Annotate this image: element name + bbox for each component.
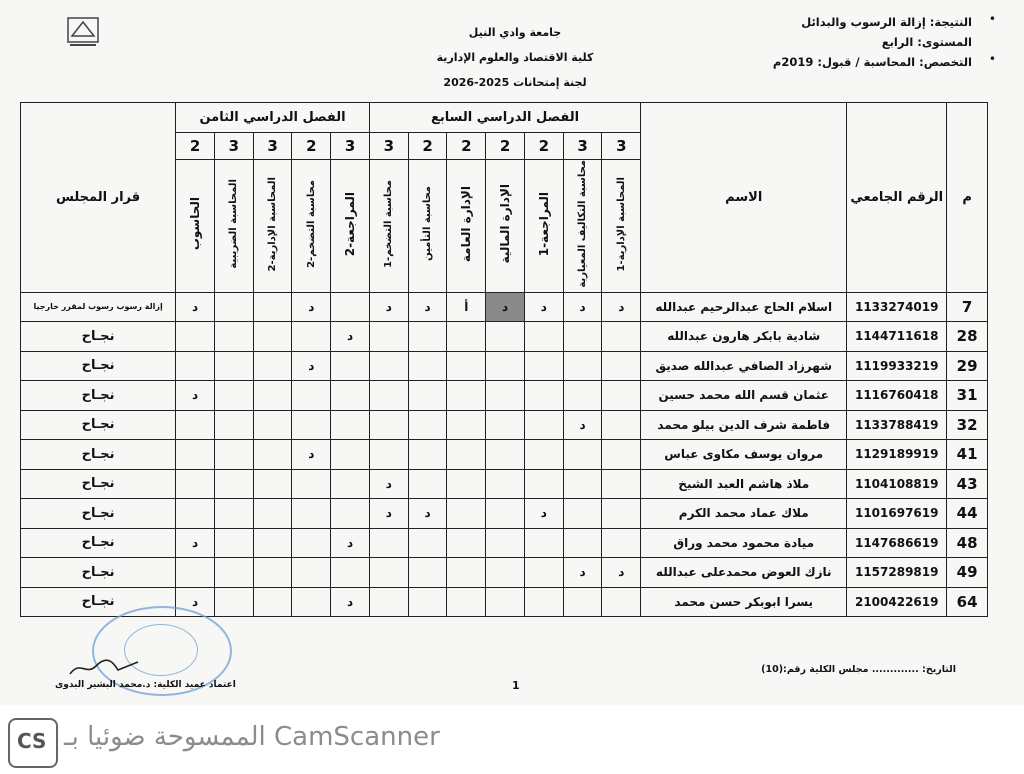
grade-cell	[563, 322, 602, 352]
grade-cell	[486, 558, 525, 588]
grade-cell	[602, 440, 641, 470]
student-id: 1116760418	[847, 381, 947, 411]
student-name: اسلام الحاج عبدالرحيم عبدالله	[641, 292, 847, 322]
grade-cell	[524, 528, 563, 558]
council-decision: نجـاح	[21, 322, 176, 352]
grade-cell	[563, 528, 602, 558]
grade-cell	[214, 322, 253, 352]
credit-hours: 3	[563, 133, 602, 160]
grade-cell: د	[408, 292, 447, 322]
grade-cell	[447, 351, 486, 381]
student-name: يسرا ابوبكر حسن محمد	[641, 587, 847, 617]
row-serial: 48	[947, 528, 988, 558]
grade-cell	[486, 469, 525, 499]
grade-cell	[253, 558, 292, 588]
student-id: 1147686619	[847, 528, 947, 558]
table-row	[21, 499, 988, 529]
credit-hours: 3	[369, 133, 408, 160]
course-label: محاسبة التأمين	[422, 186, 434, 262]
course-name	[486, 160, 525, 293]
student-id: 1104108819	[847, 469, 947, 499]
student-id: 1119933219	[847, 351, 947, 381]
grade-cell: د	[331, 528, 370, 558]
grade-cell	[292, 587, 331, 617]
result-info	[773, 12, 972, 72]
council-decision: نجـاح	[21, 410, 176, 440]
grade-cell	[602, 587, 641, 617]
grade-cell	[292, 499, 331, 529]
table-row	[21, 469, 988, 499]
grade-cell	[408, 381, 447, 411]
grade-cell: د	[524, 292, 563, 322]
council-decision: نجـاح	[21, 440, 176, 470]
col-id: الرقم الجامعي	[847, 103, 947, 293]
grade-cell	[176, 469, 215, 499]
grade-cell	[602, 528, 641, 558]
grade-cell	[408, 528, 447, 558]
grade-cell	[524, 587, 563, 617]
course-name	[176, 160, 215, 293]
course-name	[292, 160, 331, 293]
grade-cell	[486, 381, 525, 411]
grade-cell	[602, 499, 641, 529]
grade-cell	[369, 558, 408, 588]
grade-cell	[176, 440, 215, 470]
grade-cell	[331, 381, 370, 411]
grade-cell	[563, 440, 602, 470]
header-row-semesters	[21, 103, 988, 133]
grade-cell	[331, 410, 370, 440]
grade-cell	[214, 528, 253, 558]
grade-cell	[408, 322, 447, 352]
grade-cell	[447, 440, 486, 470]
grade-cell	[253, 587, 292, 617]
student-id: 1157289819	[847, 558, 947, 588]
grade-cell	[214, 499, 253, 529]
grade-cell: د	[602, 292, 641, 322]
grade-cell	[447, 587, 486, 617]
council-decision: نجـاح	[21, 499, 176, 529]
course-label: الإدارة المالية	[498, 184, 513, 264]
grade-cell	[253, 322, 292, 352]
course-label: المحاسبة الضريبية	[228, 179, 240, 269]
table-row	[21, 528, 988, 558]
grade-cell: د	[331, 322, 370, 352]
credit-hours: 2	[486, 133, 525, 160]
credit-hours: 2	[176, 133, 215, 160]
grade-cell: د	[292, 351, 331, 381]
grade-cell	[602, 410, 641, 440]
date-council-label: التاريخ: ............. مجلس الكلية رقم:(10)	[761, 664, 956, 675]
course-name	[602, 160, 641, 293]
row-serial: 7	[947, 292, 988, 322]
grade-cell: د	[524, 499, 563, 529]
grade-cell	[563, 381, 602, 411]
grade-cell	[369, 440, 408, 470]
results-table	[20, 102, 988, 617]
grade-cell	[292, 322, 331, 352]
course-name	[214, 160, 253, 293]
course-label: المحاسبة الإدارية-1	[615, 176, 627, 272]
university-logo-icon	[62, 14, 104, 50]
course-name	[408, 160, 447, 293]
grade-cell	[292, 558, 331, 588]
grade-cell	[486, 499, 525, 529]
grade-cell	[369, 351, 408, 381]
semester7-header: الفصل الدراسي السابع	[369, 103, 640, 133]
student-id: 1101697619	[847, 499, 947, 529]
grade-cell	[447, 499, 486, 529]
grade-cell	[447, 558, 486, 588]
table-row	[21, 410, 988, 440]
grade-cell	[176, 410, 215, 440]
grade-cell	[292, 410, 331, 440]
grade-cell	[214, 381, 253, 411]
specialty-label: التخصص: المحاسبة / قبول: 2019م	[772, 55, 972, 69]
grade-cell	[524, 469, 563, 499]
course-name	[524, 160, 563, 293]
grade-cell	[408, 351, 447, 381]
council-decision: نجـاح	[21, 558, 176, 588]
credit-hours: 3	[253, 133, 292, 160]
course-label: المراجعة-2	[343, 191, 358, 256]
grade-cell	[253, 292, 292, 322]
grade-cell	[602, 322, 641, 352]
grade-cell	[292, 469, 331, 499]
grade-cell	[176, 351, 215, 381]
grade-cell: د	[292, 440, 331, 470]
grade-cell	[331, 499, 370, 529]
credit-hours: 3	[602, 133, 641, 160]
grade-cell	[253, 528, 292, 558]
grade-cell	[369, 381, 408, 411]
grade-cell	[408, 469, 447, 499]
grade-cell: د	[176, 381, 215, 411]
level-label: المستوى: الرابع	[881, 35, 972, 49]
grade-cell	[214, 410, 253, 440]
student-id: 1144711618	[847, 322, 947, 352]
grade-cell	[253, 351, 292, 381]
grade-cell	[214, 558, 253, 588]
semester8-header: الفصل الدراسي الثامن	[176, 103, 370, 133]
grade-cell	[486, 440, 525, 470]
grade-cell	[524, 410, 563, 440]
grade-cell	[331, 558, 370, 588]
student-name: نازك العوض محمدعلى عبدالله	[641, 558, 847, 588]
bullet-icon: •	[988, 52, 996, 66]
grade-cell: د	[176, 292, 215, 322]
student-name: فاطمة شرف الدين بيلو محمد	[641, 410, 847, 440]
grade-cell	[176, 558, 215, 588]
exam-committee: لجنة إمتحانات 2025-2026	[443, 76, 587, 89]
student-name: مروان يوسف مكاوى عباس	[641, 440, 847, 470]
grade-cell	[486, 410, 525, 440]
grade-cell	[486, 322, 525, 352]
grade-cell: د	[408, 499, 447, 529]
grade-cell	[214, 469, 253, 499]
grade-cell	[331, 292, 370, 322]
grade-cell	[563, 587, 602, 617]
council-decision: نجـاح	[21, 587, 176, 617]
signature-icon	[68, 656, 148, 678]
grade-cell	[331, 351, 370, 381]
grade-cell: د	[176, 587, 215, 617]
col-m: م	[947, 103, 988, 293]
grade-cell	[408, 410, 447, 440]
credit-hours: 2	[447, 133, 486, 160]
grade-cell: د	[369, 469, 408, 499]
grade-cell	[253, 410, 292, 440]
grade-cell	[563, 469, 602, 499]
grade-cell	[253, 440, 292, 470]
document-header	[390, 20, 640, 95]
row-serial: 44	[947, 499, 988, 529]
row-serial: 28	[947, 322, 988, 352]
grade-cell	[602, 381, 641, 411]
course-label: المراجعة-1	[536, 191, 551, 256]
page-number: 1	[512, 679, 520, 692]
grade-cell: د	[602, 558, 641, 588]
row-serial: 49	[947, 558, 988, 588]
table-row	[21, 322, 988, 352]
table-row	[21, 440, 988, 470]
table-row	[21, 292, 988, 322]
faculty-name: كلية الاقتصاد والعلوم الإدارية	[436, 51, 594, 64]
grade-cell	[486, 351, 525, 381]
student-id: 1133788419	[847, 410, 947, 440]
credit-hours: 3	[214, 133, 253, 160]
grade-cell	[563, 499, 602, 529]
grade-cell	[524, 440, 563, 470]
grade-cell	[369, 528, 408, 558]
row-serial: 32	[947, 410, 988, 440]
grade-cell	[408, 587, 447, 617]
grade-cell	[331, 469, 370, 499]
grade-cell	[408, 558, 447, 588]
row-serial: 43	[947, 469, 988, 499]
student-name: ميادة محمود محمد وراق	[641, 528, 847, 558]
course-label: المحاسبة الإدارية-2	[267, 176, 279, 272]
result-label: النتيجة: إزالة الرسوب والبدائل	[801, 15, 972, 29]
student-id: 1129189919	[847, 440, 947, 470]
university-name: جامعة وادي النيل	[468, 26, 562, 39]
credit-hours: 2	[408, 133, 447, 160]
grade-cell	[214, 440, 253, 470]
course-name	[563, 160, 602, 293]
council-decision: نجـاح	[21, 351, 176, 381]
student-id: 2100422619	[847, 587, 947, 617]
grade-cell	[524, 381, 563, 411]
course-label: الإدارة العامة	[459, 185, 474, 262]
grade-cell	[524, 322, 563, 352]
grade-cell: د	[486, 292, 525, 322]
grade-cell	[292, 528, 331, 558]
grade-cell	[447, 469, 486, 499]
col-name: الاسم	[641, 103, 847, 293]
grade-cell	[253, 499, 292, 529]
grade-cell: د	[369, 499, 408, 529]
student-name: شهرزاد الصافي عبدالله صديق	[641, 351, 847, 381]
dean-signature-label: اعتماد عميد الكلية: د.محمد البشير البدوى	[55, 680, 236, 690]
row-serial: 64	[947, 587, 988, 617]
grade-cell	[253, 381, 292, 411]
council-decision: نجـاح	[21, 528, 176, 558]
student-name: ملاك عماد محمد الكرم	[641, 499, 847, 529]
course-label: محاسبة التضخم-1	[383, 179, 395, 268]
row-serial: 41	[947, 440, 988, 470]
row-serial: 29	[947, 351, 988, 381]
camscanner-logo-icon: CS	[8, 718, 58, 768]
course-label: الحاسوب	[188, 197, 203, 251]
row-serial: 31	[947, 381, 988, 411]
col-decision: قرار المجلس	[21, 103, 176, 293]
grade-cell	[214, 292, 253, 322]
grade-cell	[176, 322, 215, 352]
council-decision: إزالة رسوب رسوب لمقرر خارجيا	[21, 292, 176, 322]
grade-cell: د	[369, 292, 408, 322]
student-name: ملاذ هاشم العبد الشيخ	[641, 469, 847, 499]
grade-cell: أ	[447, 292, 486, 322]
grade-cell	[486, 587, 525, 617]
council-decision: نجـاح	[21, 381, 176, 411]
student-id: 1133274019	[847, 292, 947, 322]
grade-cell	[292, 381, 331, 411]
grade-cell	[214, 351, 253, 381]
grade-cell: د	[563, 558, 602, 588]
course-name	[253, 160, 292, 293]
bullet-icon: •	[988, 12, 996, 26]
credit-hours: 2	[292, 133, 331, 160]
grade-cell: د	[176, 528, 215, 558]
table-row	[21, 558, 988, 588]
grade-cell	[214, 587, 253, 617]
table-row	[21, 381, 988, 411]
council-decision: نجـاح	[21, 469, 176, 499]
grade-cell	[602, 469, 641, 499]
grade-cell: د	[331, 587, 370, 617]
credit-hours: 3	[331, 133, 370, 160]
grade-cell	[602, 351, 641, 381]
credit-hours: 2	[524, 133, 563, 160]
student-name: عثمان قسم الله محمد حسين	[641, 381, 847, 411]
grade-cell	[447, 528, 486, 558]
camscanner-watermark: الممسوحة ضوئيا بـ CamScanner	[64, 722, 440, 752]
grade-cell	[486, 528, 525, 558]
grade-cell: د	[563, 292, 602, 322]
course-name	[447, 160, 486, 293]
grade-cell	[447, 381, 486, 411]
grade-cell: د	[563, 410, 602, 440]
grade-cell	[369, 410, 408, 440]
grade-cell	[524, 351, 563, 381]
grade-cell: د	[292, 292, 331, 322]
grade-cell	[408, 440, 447, 470]
student-name: شادية بابكر هارون عبدالله	[641, 322, 847, 352]
grade-cell	[369, 322, 408, 352]
course-name	[369, 160, 408, 293]
table-row	[21, 351, 988, 381]
course-label: محاسبة التكاليف المعيارية	[577, 160, 589, 288]
grade-cell	[563, 351, 602, 381]
grade-cell	[253, 469, 292, 499]
grade-cell	[447, 410, 486, 440]
course-label: محاسبة التضخم-2	[305, 179, 317, 268]
course-name	[331, 160, 370, 293]
grade-cell	[369, 587, 408, 617]
grade-cell	[524, 558, 563, 588]
grade-cell	[331, 440, 370, 470]
grade-cell	[176, 499, 215, 529]
grade-cell	[447, 322, 486, 352]
